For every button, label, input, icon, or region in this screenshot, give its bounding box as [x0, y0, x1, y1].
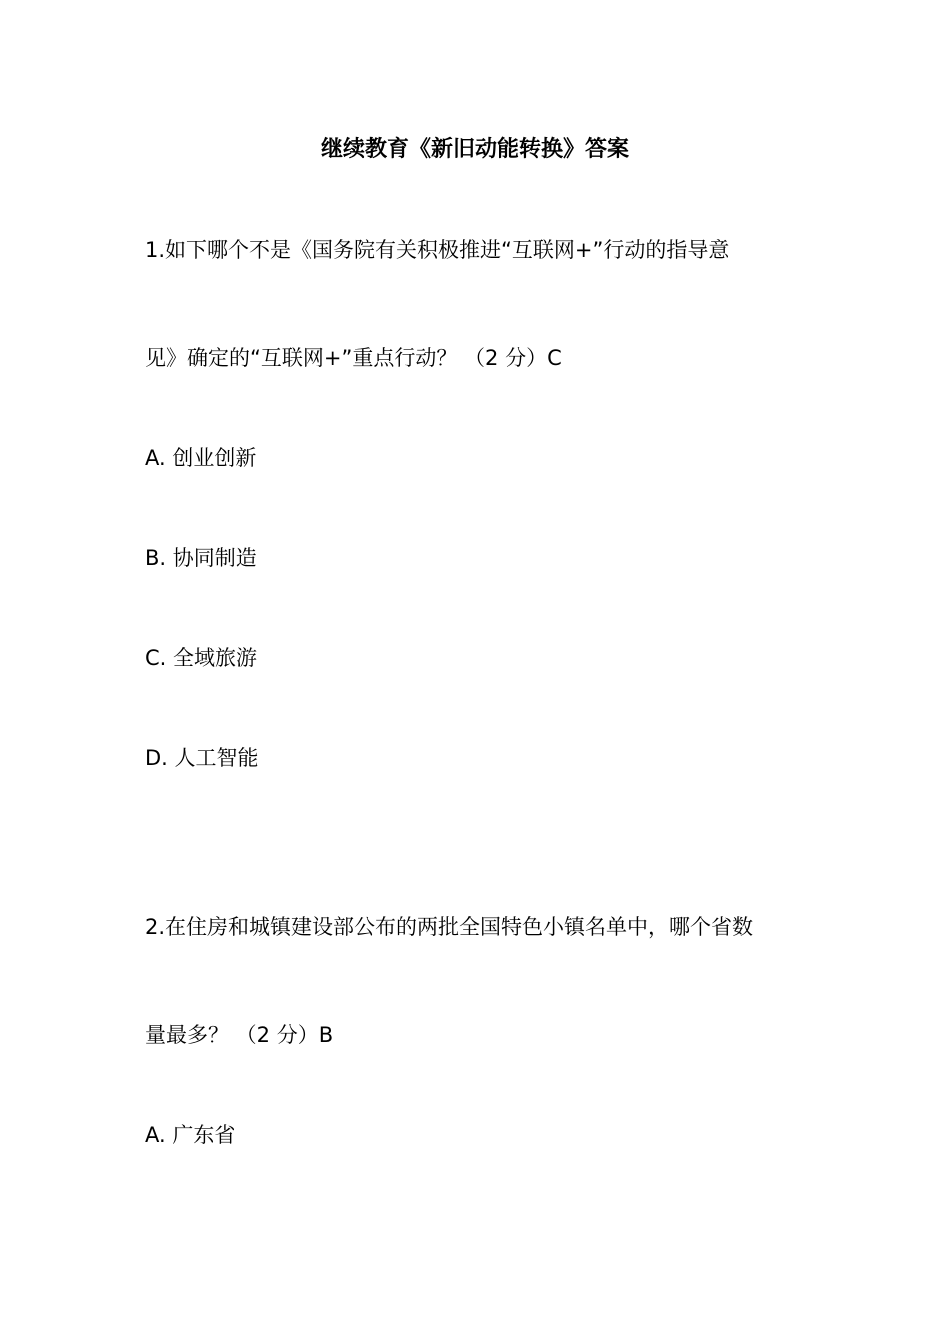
question-2-option-a: A. 广东省	[145, 1123, 236, 1147]
question-2-stem-line-1: 2.在住房和城镇建设部公布的两批全国特色小镇名单中，哪个省数	[145, 915, 754, 939]
question-1-option-d: D. 人工智能	[145, 746, 259, 770]
question-1-option-a: A. 创业创新	[145, 446, 257, 470]
question-1-option-c: C. 全域旅游	[145, 646, 258, 670]
question-1-stem-line-2: 见》确定的“互联网+”重点行动？ （2 分）C	[145, 346, 562, 370]
question-2-stem-line-2: 量最多？ （2 分）B	[145, 1023, 334, 1047]
question-1-option-b: B. 协同制造	[145, 546, 257, 570]
question-1-stem-line-1: 1.如下哪个不是《国务院有关积极推进“互联网+”行动的指导意	[145, 238, 730, 262]
document-title: 继续教育《新旧动能转换》答案	[320, 137, 629, 162]
